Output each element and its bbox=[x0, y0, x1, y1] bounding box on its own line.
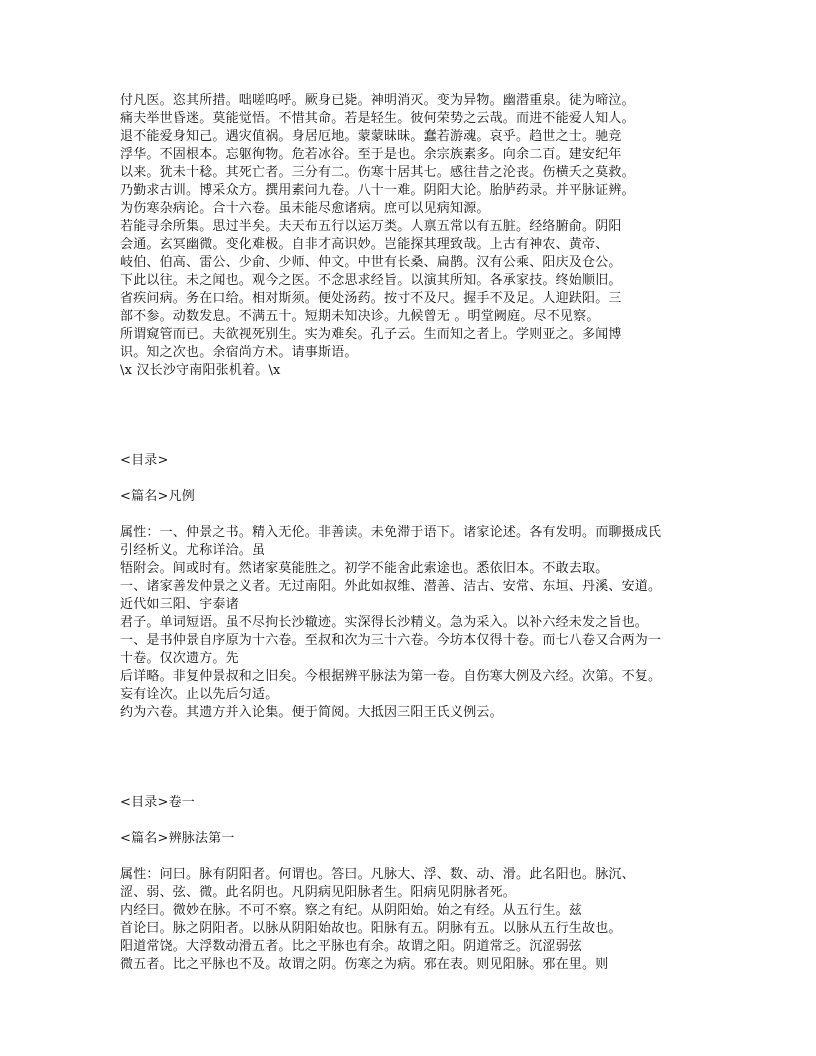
text-line: 部不参。动数发息。不满五十。短期未知决诊。九候曾无 。明堂阙庭。尽不见察。 bbox=[120, 309, 600, 324]
text-line: 十卷。仅次遗方。先 bbox=[120, 651, 239, 666]
text-line: 所谓窥管而已。夫欲视死别生。实为难矣。孔子云。生而知之者上。学则亚之。多闻博 bbox=[120, 327, 622, 342]
text-line: 付凡医。恣其所措。咄嗟呜呼。厥身已毙。神明消灭。变为异物。幽潜重泉。徒为啼泣。 bbox=[120, 93, 635, 108]
text-line: 后详略。非复仲景叔和之旧矣。今根据辨平脉法为第一卷。自伤寒大例及六经。次第。不复。 bbox=[120, 669, 662, 684]
section-title: <篇名>辨脉法第一 bbox=[120, 831, 235, 846]
text-line: 属性：问曰。脉有阴阳者。何谓也。答曰。凡脉大、浮、数、动、滑。此名阳也。脉沉、 bbox=[120, 867, 635, 882]
toc-label: <目录>卷一 bbox=[120, 795, 195, 810]
toc-label: <目录> bbox=[120, 453, 169, 468]
text-line: 一、诸家善发仲景之义者。无过南阳。外此如叔维、潜善、洁古、安常、东垣、丹溪、安道。 bbox=[120, 579, 662, 594]
text-line: 退不能爱身知己。遇灾值祸。身居厄地。蒙蒙昧昧。蠢若游魂。哀乎。趋世之士。驰竞 bbox=[120, 129, 622, 144]
text-line: 内经曰。微妙在脉。不可不察。察之有纪。从阴阳始。始之有经。从五行生。兹 bbox=[120, 903, 583, 918]
preface-section bbox=[120, 92, 720, 380]
author-line: \x 汉长沙守南阳张机着。\x bbox=[120, 363, 281, 378]
text-line: 会通。玄冥幽微。变化难极。自非才高识妙。岂能探其理致哉。上古有神农、黄帝、 bbox=[120, 237, 609, 252]
text-line: 近代如三阳、宇泰诸 bbox=[120, 597, 239, 612]
text-line: 岐伯、伯高、雷公、少俞、少师、仲文。中世有长桑、扁鹊。汉有公乘、阳庆及仓公。 bbox=[120, 255, 622, 270]
text-line: 首论曰。脉之阴阳者。以脉从阴阳始故也。阳脉有五。阴脉有五。以脉从五行生故也。 bbox=[120, 921, 622, 936]
text-line: 乃勤求古训。博采众方。撰用素问九卷。八十一难。阴阳大论。胎胪药录。并平脉证辨。 bbox=[120, 183, 635, 198]
text-line: 下此以往。未之闻也。观今之医。不念思求经旨。以演其所知。各承家技。终始顺旧。 bbox=[120, 273, 622, 288]
text-line: 妄有诠次。止以先后匀适。 bbox=[120, 687, 279, 702]
text-line: 约为六卷。其遗方并入论集。便于简阅。大抵因三阳王氏义例云。 bbox=[120, 705, 503, 720]
text-line: 省疾问病。务在口给。相对斯须。便处汤药。按寸不及尺。握手不及足。人迎趺阳。三 bbox=[120, 291, 622, 306]
text-line: 引经析义。尤称详洽。虽 bbox=[120, 543, 266, 558]
text-line: 识。知之次也。余宿尚方术。请事斯语。 bbox=[120, 345, 358, 360]
bianmai-section bbox=[120, 866, 720, 974]
fanli-section bbox=[120, 524, 720, 722]
text-line: 微五者。比之平脉也不及。故谓之阴。伤寒之为病。邪在表。则见阳脉。邪在里。则 bbox=[120, 957, 609, 972]
text-line: 一、是书仲景自序原为十六卷。至叔和次为三十六卷。今坊本仅得十卷。而七八卷又合两为一 bbox=[120, 633, 662, 648]
text-line: 君子。单词短语。虽不尽拘长沙辙迹。实深得长沙精义。急为采入。以补六经未发之旨也。 bbox=[120, 615, 649, 630]
text-line: 痛夫举世昏迷。莫能觉悟。不惜其命。若是轻生。彼何荣势之云哉。而进不能爱人知人。 bbox=[120, 111, 635, 126]
text-line: 浮华。不固根本。忘躯徇物。危若冰谷。至于是也。余宗族素多。向余二百。建安纪年 bbox=[120, 147, 622, 162]
text-line: 阳道常饶。大浮数动滑五者。比之平脉也有余。故谓之阳。阴道常乏。沉涩弱弦 bbox=[120, 939, 583, 954]
document-page bbox=[120, 92, 720, 974]
text-line: 以来。犹未十稔。其死亡者。三分有二。伤寒十居其七。感往昔之沦丧。伤横夭之莫救。 bbox=[120, 165, 635, 180]
text-line: 属性：一、仲景之书。精入无伦。非善读。未免滞于语下。诸家论述。各有发明。而聊摄成氏 bbox=[120, 525, 662, 540]
text-line: 涩、弱、弦、微。此名阴也。凡阴病见阳脉者生。阳病见阴脉者死。 bbox=[120, 885, 517, 900]
text-line: 若能寻余所集。思过半矣。夫天布五行以运万类。人禀五常以有五脏。经络腑俞。阴阳 bbox=[120, 219, 622, 234]
section-title: <篇名>凡例 bbox=[120, 489, 195, 504]
text-line: 牾附会。间或时有。然诸家莫能胜之。初学不能舍此索途也。悉依旧本。不敢去取。 bbox=[120, 561, 609, 576]
text-line: 为伤寒杂病论。合十六卷。虽未能尽愈诸病。庶可以见病知源。 bbox=[120, 201, 490, 216]
